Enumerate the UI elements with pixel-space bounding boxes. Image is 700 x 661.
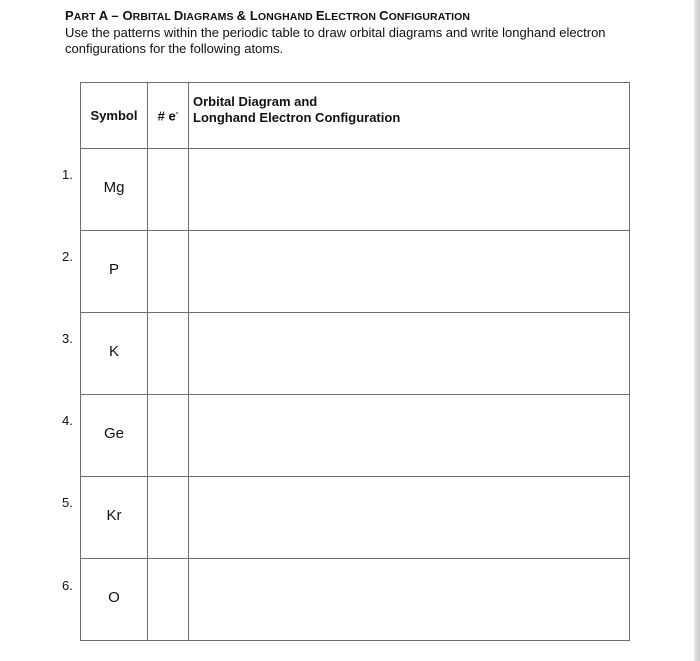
row-number: 4.	[62, 413, 73, 428]
row-number: 3.	[62, 331, 73, 346]
row-number: 5.	[62, 495, 73, 510]
electron-count-cell[interactable]	[148, 477, 189, 559]
table-row	[81, 477, 630, 559]
element-symbol: P	[81, 231, 148, 313]
table-row	[81, 149, 630, 231]
table-header-row	[81, 83, 630, 149]
electron-count-cell[interactable]	[148, 149, 189, 231]
table-row	[81, 231, 630, 313]
page-edge-shadow	[694, 0, 700, 661]
title-part: A – O	[98, 8, 133, 23]
orbital-header-line1: Orbital Diagram and	[193, 94, 318, 109]
symbol-column-header: Symbol	[81, 83, 148, 149]
electron-count-column-header	[148, 83, 189, 149]
orbital-diagram-cell[interactable]	[189, 559, 630, 641]
table-row	[81, 313, 630, 395]
orbital-diagram-cell[interactable]	[189, 395, 630, 477]
table-row	[81, 395, 630, 477]
row-number: 1.	[62, 167, 73, 182]
electron-configuration-table	[80, 82, 630, 641]
element-symbol: O	[81, 559, 148, 641]
element-symbol: Kr	[81, 477, 148, 559]
row-number: 2.	[62, 249, 73, 264]
title-part: LECTRON	[324, 11, 380, 23]
title-part: D	[173, 8, 184, 23]
element-symbol: Ge	[81, 395, 148, 477]
electron-charge-superscript: -	[175, 107, 179, 117]
orbital-diagram-cell[interactable]	[189, 477, 630, 559]
element-symbol: K	[81, 313, 148, 395]
electron-count-cell[interactable]	[148, 559, 189, 641]
title-part: E	[315, 8, 325, 23]
instructions-text: Use the patterns within the periodic table to draw orbital diagrams and write longhand electron configurations for the following atoms.	[65, 25, 606, 56]
electron-count-cell[interactable]	[148, 231, 189, 313]
title-part: ART	[73, 11, 99, 23]
orbital-diagram-column-header	[189, 83, 630, 149]
title-part: P	[65, 8, 74, 23]
orbital-header-line2: Longhand Electron Configuration	[193, 110, 401, 125]
row-number: 6.	[62, 578, 73, 593]
element-symbol: Mg	[81, 149, 148, 231]
table-row	[81, 559, 630, 641]
title-part: ONFIGURATION	[388, 11, 471, 23]
title-part: ONGHAND	[257, 11, 316, 23]
part-title	[65, 8, 665, 25]
orbital-diagram-cell[interactable]	[189, 149, 630, 231]
title-part: RBITAL	[132, 11, 174, 23]
title-part: & L	[236, 8, 258, 23]
orbital-diagram-cell[interactable]	[189, 231, 630, 313]
title-part: IAGRAMS	[183, 11, 237, 23]
electron-count-label: # e	[157, 108, 176, 124]
electron-count-cell[interactable]	[148, 313, 189, 395]
orbital-diagram-cell[interactable]	[189, 313, 630, 395]
title-part: C	[379, 8, 389, 23]
worksheet-header	[65, 8, 665, 57]
electron-count-cell[interactable]	[148, 395, 189, 477]
